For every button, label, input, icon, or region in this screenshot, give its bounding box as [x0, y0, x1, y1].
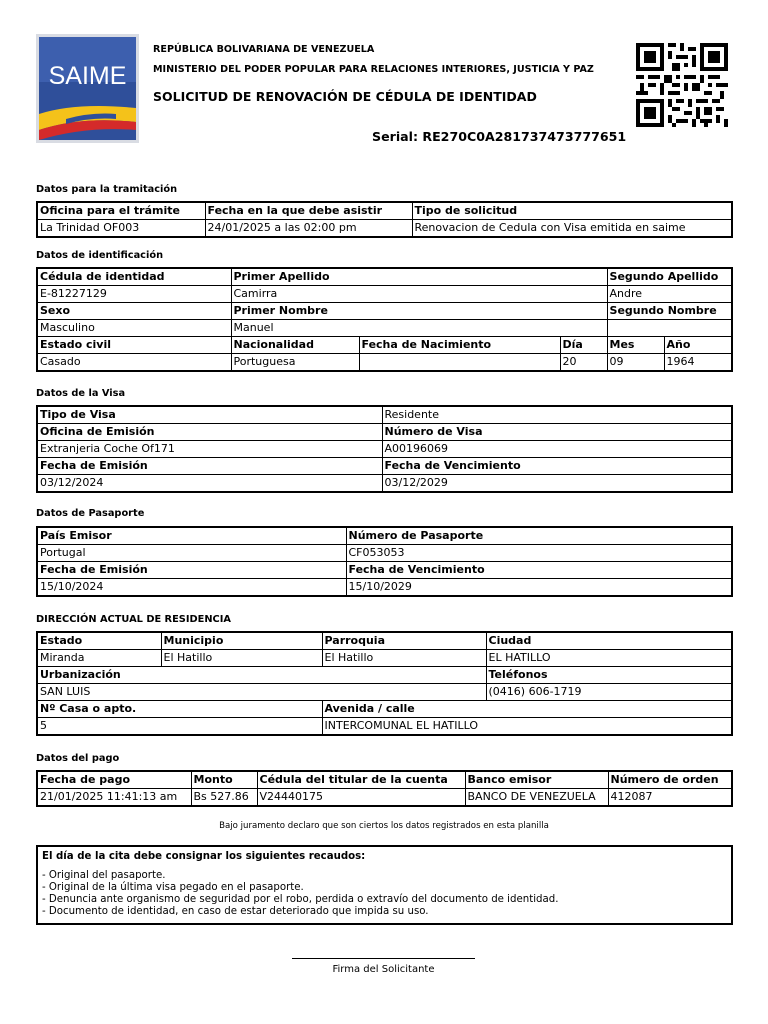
table-cell: Renovacion de Cedula con Visa emitida en saime: [412, 220, 732, 238]
table-row: [37, 424, 732, 441]
table-header-cell: Año: [664, 337, 732, 354]
table-cell: (0416) 606-1719: [486, 684, 732, 701]
identificacion-table: [36, 267, 733, 372]
table-cell: 24/01/2025 a las 02:00 pm: [205, 220, 412, 238]
table-row: [37, 771, 732, 789]
table-row: [37, 475, 732, 493]
table-header-cell: Nacionalidad: [231, 337, 359, 354]
table-cell: Camirra: [231, 286, 607, 303]
table-cell: [359, 354, 560, 372]
table-header-cell: Banco emisor: [465, 771, 608, 789]
table-cell: Residente: [382, 406, 732, 424]
signature-label: Firma del Solicitante: [332, 964, 435, 975]
tramitacion-table: [36, 201, 733, 238]
table-row: [37, 684, 732, 701]
residencia-table: [36, 631, 733, 736]
table-header-cell: Fecha de pago: [37, 771, 191, 789]
table-header-cell: Número de Pasaporte: [346, 527, 732, 545]
ministry-name: MINISTERIO DEL PODER POPULAR PARA RELACIONES INTERIORES, JUSTICIA Y PAZ: [153, 64, 594, 75]
table-header-cell: Cédula del titular de la cuenta: [257, 771, 465, 789]
table-cell: 20: [560, 354, 607, 372]
table-row: [37, 441, 732, 458]
table-header-cell: Fecha de Emisión: [37, 458, 382, 475]
table-row: [37, 303, 732, 320]
oath-statement: Bajo juramento declaro que son ciertos los datos registrados en esta planilla: [219, 821, 549, 831]
table-header-cell: Segundo Apellido: [607, 268, 732, 286]
republic-name: REPÚBLICA BOLIVARIANA DE VENEZUELA: [153, 44, 375, 55]
table-header-cell: Fecha de Nacimiento: [359, 337, 560, 354]
serial-number: Serial: RE270C0A281737473777651: [372, 129, 627, 144]
table-header-cell: Fecha de Emisión: [37, 562, 346, 579]
table-row: [37, 337, 732, 354]
requirements-list: [42, 870, 558, 918]
table-cell: BANCO DE VENEZUELA: [465, 789, 608, 807]
table-cell: La Trinidad OF003: [37, 220, 205, 238]
table-row: [37, 667, 732, 684]
pasaporte-table: [36, 526, 733, 597]
table-cell: 09: [607, 354, 664, 372]
requirements-box: [36, 845, 733, 925]
section-title-tramitacion: Datos para la tramitación: [36, 184, 178, 195]
table-cell: 15/10/2024: [37, 579, 346, 597]
table-row: [37, 718, 732, 736]
table-header-cell: Tipo de Visa: [37, 406, 382, 424]
table-row: [37, 701, 732, 718]
table-cell: El Hatillo: [322, 650, 486, 667]
table-header-cell: Día: [560, 337, 607, 354]
table-header-cell: Primer Nombre: [231, 303, 607, 320]
table-cell: E-81227129: [37, 286, 231, 303]
table-row: [37, 354, 732, 372]
table-cell: 5: [37, 718, 322, 736]
section-title-pago: Datos del pago: [36, 753, 120, 764]
table-header-cell: Fecha de Vencimiento: [382, 458, 732, 475]
table-cell: A00196069: [382, 441, 732, 458]
section-title-identificacion: Datos de identificación: [36, 250, 164, 261]
table-row: [37, 202, 732, 220]
signature-line: [292, 958, 475, 959]
list-item: - Original de la última visa pegado en el pasaporte.: [42, 882, 304, 893]
table-row: [37, 220, 732, 238]
table-cell: INTERCOMUNAL EL HATILLO: [322, 718, 732, 736]
table-cell: 1964: [664, 354, 732, 372]
table-header-cell: Estado: [37, 632, 161, 650]
table-cell: 03/12/2024: [37, 475, 382, 493]
table-cell: SAN LUIS: [37, 684, 486, 701]
qr-code: [636, 42, 728, 128]
table-header-cell: Nº Casa o apto.: [37, 701, 322, 718]
table-cell: Extranjeria Coche Of171: [37, 441, 382, 458]
table-cell: Andre: [607, 286, 732, 303]
pago-table: [36, 770, 733, 807]
table-cell: EL HATILLO: [486, 650, 732, 667]
table-header-cell: Fecha en la que debe asistir: [205, 202, 412, 220]
table-row: [37, 286, 732, 303]
table-row: [37, 458, 732, 475]
table-cell: Manuel: [231, 320, 607, 337]
table-header-cell: Teléfonos: [486, 667, 732, 684]
table-cell: CF053053: [346, 545, 732, 562]
table-row: [37, 527, 732, 545]
table-header-cell: Parroquia: [322, 632, 486, 650]
table-row: [37, 268, 732, 286]
list-item: - Original del pasaporte.: [42, 870, 166, 881]
table-header-cell: Monto: [191, 771, 257, 789]
table-cell: Masculino: [37, 320, 231, 337]
table-header-cell: Avenida / calle: [322, 701, 732, 718]
table-row: [37, 320, 732, 337]
table-cell: Portuguesa: [231, 354, 359, 372]
requirements-title: El día de la cita debe consignar los siguientes recaudos:: [42, 851, 366, 862]
table-header-cell: Estado civil: [37, 337, 231, 354]
section-title-residencia: DIRECCIÓN ACTUAL DE RESIDENCIA: [36, 614, 231, 625]
table-header-cell: Número de orden: [608, 771, 732, 789]
table-header-cell: Municipio: [161, 632, 322, 650]
table-cell: El Hatillo: [161, 650, 322, 667]
table-header-cell: Ciudad: [486, 632, 732, 650]
table-row: [37, 789, 732, 807]
table-header-cell: País Emisor: [37, 527, 346, 545]
table-cell: [607, 320, 732, 337]
list-item: - Documento de identidad, en caso de estar deteriorado que impida su uso.: [42, 906, 429, 917]
section-title-visa: Datos de la Visa: [36, 388, 126, 399]
table-cell: Portugal: [37, 545, 346, 562]
table-header-cell: Primer Apellido: [231, 268, 607, 286]
table-header-cell: Fecha de Vencimiento: [346, 562, 732, 579]
table-row: [37, 545, 732, 562]
section-title-pasaporte: Datos de Pasaporte: [36, 508, 145, 519]
table-header-cell: Segundo Nombre: [607, 303, 732, 320]
table-header-cell: Sexo: [37, 303, 231, 320]
table-row: [37, 406, 732, 424]
table-row: [37, 562, 732, 579]
table-header-cell: Cédula de identidad: [37, 268, 231, 286]
table-cell: 03/12/2029: [382, 475, 732, 493]
table-cell: Bs 527.86: [191, 789, 257, 807]
table-header-cell: Oficina para el trámite: [37, 202, 205, 220]
table-cell: Miranda: [37, 650, 161, 667]
table-cell: 412087: [608, 789, 732, 807]
table-header-cell: Oficina de Emisión: [37, 424, 382, 441]
document-title: SOLICITUD DE RENOVACIÓN DE CÉDULA DE IDENTIDAD: [153, 89, 537, 104]
logo-text: SAIME: [48, 62, 127, 90]
list-item: - Denuncia ante organismo de seguridad por el robo, perdida o extravío del documento de identidad.: [42, 894, 559, 905]
table-header-cell: Número de Visa: [382, 424, 732, 441]
table-row: [37, 632, 732, 650]
visa-table: [36, 405, 733, 493]
table-header-cell: Urbanización: [37, 667, 486, 684]
table-cell: Casado: [37, 354, 231, 372]
table-row: [37, 650, 732, 667]
table-cell: V24440175: [257, 789, 465, 807]
table-cell: 15/10/2029: [346, 579, 732, 597]
table-row: [37, 579, 732, 597]
table-header-cell: Mes: [607, 337, 664, 354]
table-header-cell: Tipo de solicitud: [412, 202, 732, 220]
document-header: [0, 0, 768, 160]
table-cell: 21/01/2025 11:41:13 am: [37, 789, 191, 807]
saime-logo: [36, 34, 139, 143]
